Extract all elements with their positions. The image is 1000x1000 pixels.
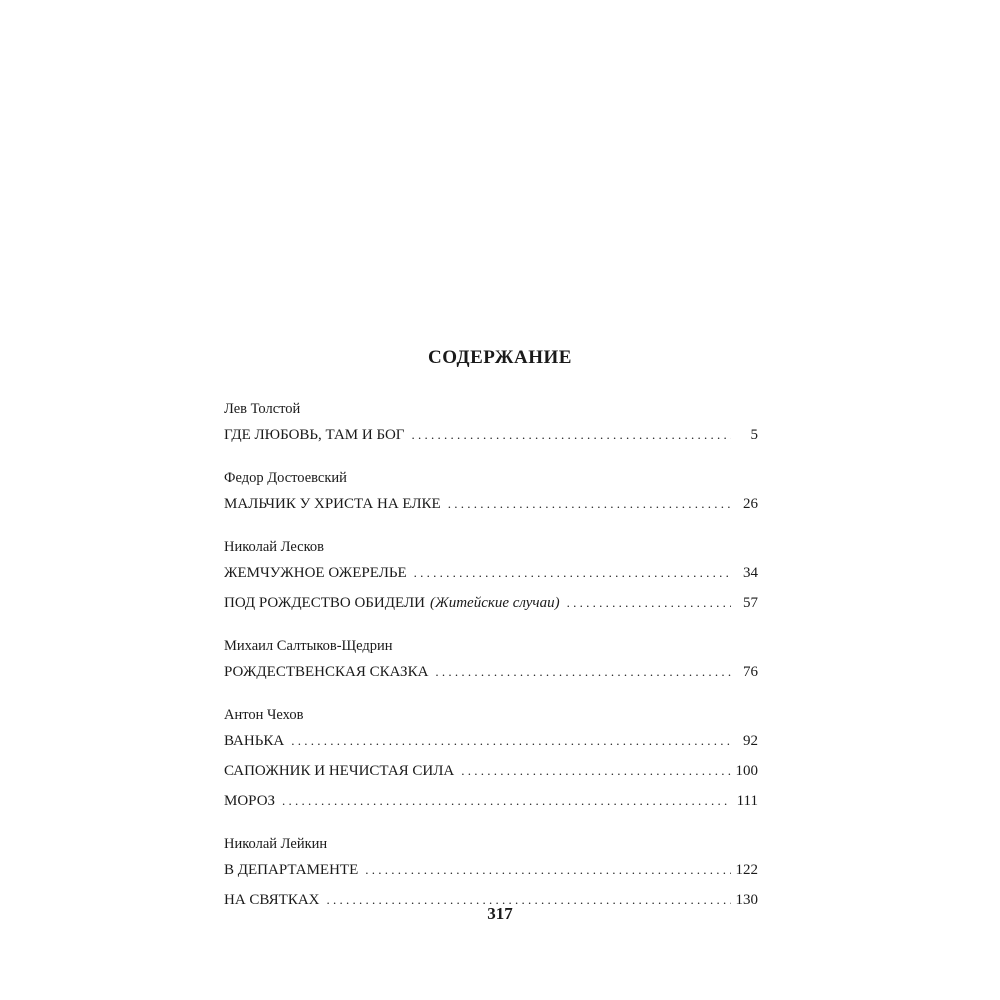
author-name: Антон Чехов bbox=[224, 707, 304, 723]
dot-leader bbox=[411, 420, 731, 450]
dot-leader bbox=[567, 588, 731, 618]
entry-page-number: 100 bbox=[735, 763, 758, 779]
toc-entry[interactable] bbox=[224, 558, 758, 588]
entry-page-number: 57 bbox=[743, 595, 758, 611]
entry-title: ЖЕМЧУЖНОЕ ОЖЕРЕЛЬЕ bbox=[224, 565, 407, 581]
entry-title: САПОЖНИК И НЕЧИСТАЯ СИЛА bbox=[224, 763, 455, 779]
toc-entry[interactable] bbox=[224, 420, 758, 450]
entry-page-number: 5 bbox=[750, 427, 758, 443]
toc-entry[interactable] bbox=[224, 657, 758, 687]
author-name: Николай Лесков bbox=[224, 539, 325, 555]
dot-leader bbox=[461, 756, 731, 786]
entry-page-number: 130 bbox=[735, 892, 758, 908]
page-title: СОДЕРЖАНИЕ bbox=[428, 347, 572, 368]
dot-leader bbox=[448, 489, 731, 519]
entry-page-number: 92 bbox=[743, 733, 758, 749]
entry-page-number: 34 bbox=[743, 565, 758, 581]
entry-title: В ДЕПАРТАМЕНТЕ bbox=[224, 862, 359, 878]
dot-leader bbox=[365, 855, 731, 885]
entry-title: РОЖДЕСТВЕНСКАЯ СКАЗКА bbox=[224, 664, 429, 680]
entry-subtitle: (Житейские случаи) bbox=[429, 595, 560, 611]
dot-leader bbox=[435, 657, 731, 687]
toc-entry[interactable] bbox=[224, 489, 758, 519]
entry-title: МОРОЗ bbox=[224, 793, 276, 809]
dot-leader bbox=[414, 558, 731, 588]
table-of-contents bbox=[224, 398, 758, 915]
author-name: Николай Лейкин bbox=[224, 836, 328, 852]
toc-entry[interactable] bbox=[224, 786, 758, 816]
author-name: Федор Достоевский bbox=[224, 470, 347, 486]
page-number: 317 bbox=[487, 904, 513, 923]
author-name: Михаил Салтыков-Щедрин bbox=[224, 638, 393, 654]
entry-page-number: 122 bbox=[735, 862, 758, 878]
dot-leader bbox=[282, 786, 731, 816]
toc-entry[interactable] bbox=[224, 756, 758, 786]
entry-title: ВАНЬКА bbox=[224, 733, 285, 749]
toc-entry[interactable] bbox=[224, 726, 758, 756]
toc-entry[interactable] bbox=[224, 855, 758, 885]
entry-title: ПОД РОЖДЕСТВО ОБИДЕЛИ bbox=[224, 595, 425, 611]
entry-page-number: 76 bbox=[743, 664, 758, 680]
toc-entry[interactable] bbox=[224, 588, 758, 618]
entry-title: МАЛЬЧИК У ХРИСТА НА ЕЛКЕ bbox=[224, 496, 441, 512]
author-name: Лев Толстой bbox=[224, 401, 301, 417]
dot-leader bbox=[291, 726, 731, 756]
entry-title: НА СВЯТКАХ bbox=[224, 892, 320, 908]
entry-page-number: 26 bbox=[743, 496, 758, 512]
entry-page-number: 111 bbox=[736, 793, 758, 809]
entry-title: ГДЕ ЛЮБОВЬ, ТАМ И БОГ bbox=[224, 427, 405, 443]
